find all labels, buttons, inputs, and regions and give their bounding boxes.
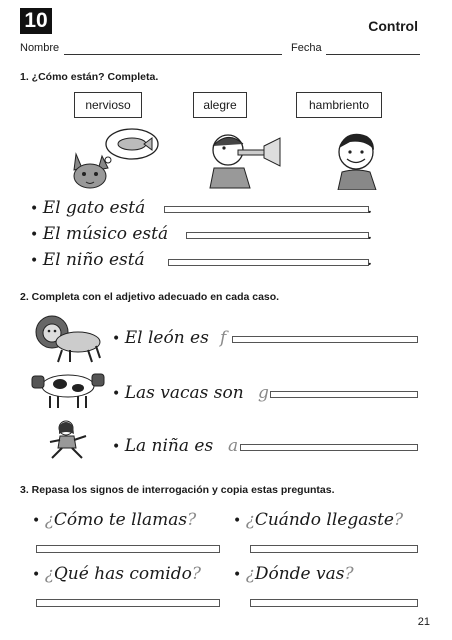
sentence-text: La niña es xyxy=(124,436,214,456)
sentence-text: El niño está xyxy=(42,250,145,270)
lion-illustration xyxy=(34,312,102,364)
answer-line-musico[interactable] xyxy=(186,232,369,239)
exercise-1-heading: 1. ¿Cómo están? Completa. xyxy=(20,71,159,83)
sentence-row-nino: • El niño está xyxy=(30,250,145,270)
copy-line-cuando[interactable] xyxy=(250,545,418,553)
end-period: . xyxy=(367,198,373,218)
exercise-3-heading: 3. Repasa los signos de interrogación y copia estas preguntas. xyxy=(20,484,335,496)
word-box-alegre: alegre xyxy=(193,92,247,118)
answer-line-leon[interactable] xyxy=(232,336,418,343)
close-question-mark: ? xyxy=(344,564,354,584)
open-question-mark: ¿ xyxy=(245,510,255,530)
sentence-row-nina: • La niña es xyxy=(112,436,214,456)
unit-number-badge: 10 xyxy=(20,8,52,34)
copy-line-que[interactable] xyxy=(36,599,220,607)
running-girl-illustration xyxy=(46,418,92,462)
sentence-row-musico: • El músico está xyxy=(30,224,169,244)
page-title: Control xyxy=(368,18,418,34)
question-text: Qué has comido xyxy=(53,564,192,584)
page-number: 21 xyxy=(417,616,430,628)
sentence-text: El león es xyxy=(124,328,209,348)
question-como: • ¿Cómo te llamas? xyxy=(32,510,197,530)
open-question-mark: ¿ xyxy=(44,510,54,530)
date-field[interactable] xyxy=(326,54,420,55)
sentence-text: El gato está xyxy=(42,198,146,218)
question-cuando: • ¿Cuándo llegaste? xyxy=(233,510,404,530)
close-question-mark: ? xyxy=(187,510,197,530)
question-text: Cuándo llegaste xyxy=(254,510,394,530)
end-period: . xyxy=(367,250,373,270)
word-box-nervioso: nervioso xyxy=(74,92,142,118)
sentence-row-gato: • El gato está xyxy=(30,198,146,218)
sentence-row-leon: • El león es xyxy=(112,328,209,348)
copy-line-como[interactable] xyxy=(36,545,220,553)
name-label: Nombre xyxy=(20,42,60,54)
answer-line-vacas[interactable] xyxy=(270,391,418,398)
question-text: Cómo te llamas xyxy=(53,510,188,530)
copy-line-donde[interactable] xyxy=(250,599,418,607)
exercise-2-heading: 2. Completa con el adjetivo adecuado en cada caso. xyxy=(20,291,280,303)
hint-letter: a xyxy=(228,436,239,456)
hint-letter: f xyxy=(220,328,227,348)
question-donde: • ¿Dónde vas? xyxy=(233,564,354,584)
word-box-hambriento: hambriento xyxy=(296,92,382,118)
answer-line-gato[interactable] xyxy=(164,206,369,213)
question-que: • ¿Qué has comido? xyxy=(32,564,201,584)
cows-illustration xyxy=(28,364,108,412)
hungry-cat-illustration xyxy=(68,124,160,190)
open-question-mark: ¿ xyxy=(44,564,54,584)
close-question-mark: ? xyxy=(393,510,404,530)
open-question-mark: ¿ xyxy=(245,564,255,584)
sentence-text: El músico está xyxy=(42,224,169,244)
sentence-text: Las vacas son xyxy=(124,383,244,403)
answer-line-nina[interactable] xyxy=(240,444,418,451)
end-period: . xyxy=(367,224,373,244)
hint-letter: g xyxy=(258,383,269,403)
happy-boy-illustration xyxy=(330,130,384,190)
question-text: Dónde vas xyxy=(254,564,345,584)
answer-line-nino[interactable] xyxy=(168,259,369,266)
date-label: Fecha xyxy=(291,42,322,54)
name-field[interactable] xyxy=(64,54,282,55)
close-question-mark: ? xyxy=(191,564,201,584)
sentence-row-vacas: • Las vacas son xyxy=(112,383,244,403)
musician-illustration xyxy=(200,128,284,190)
